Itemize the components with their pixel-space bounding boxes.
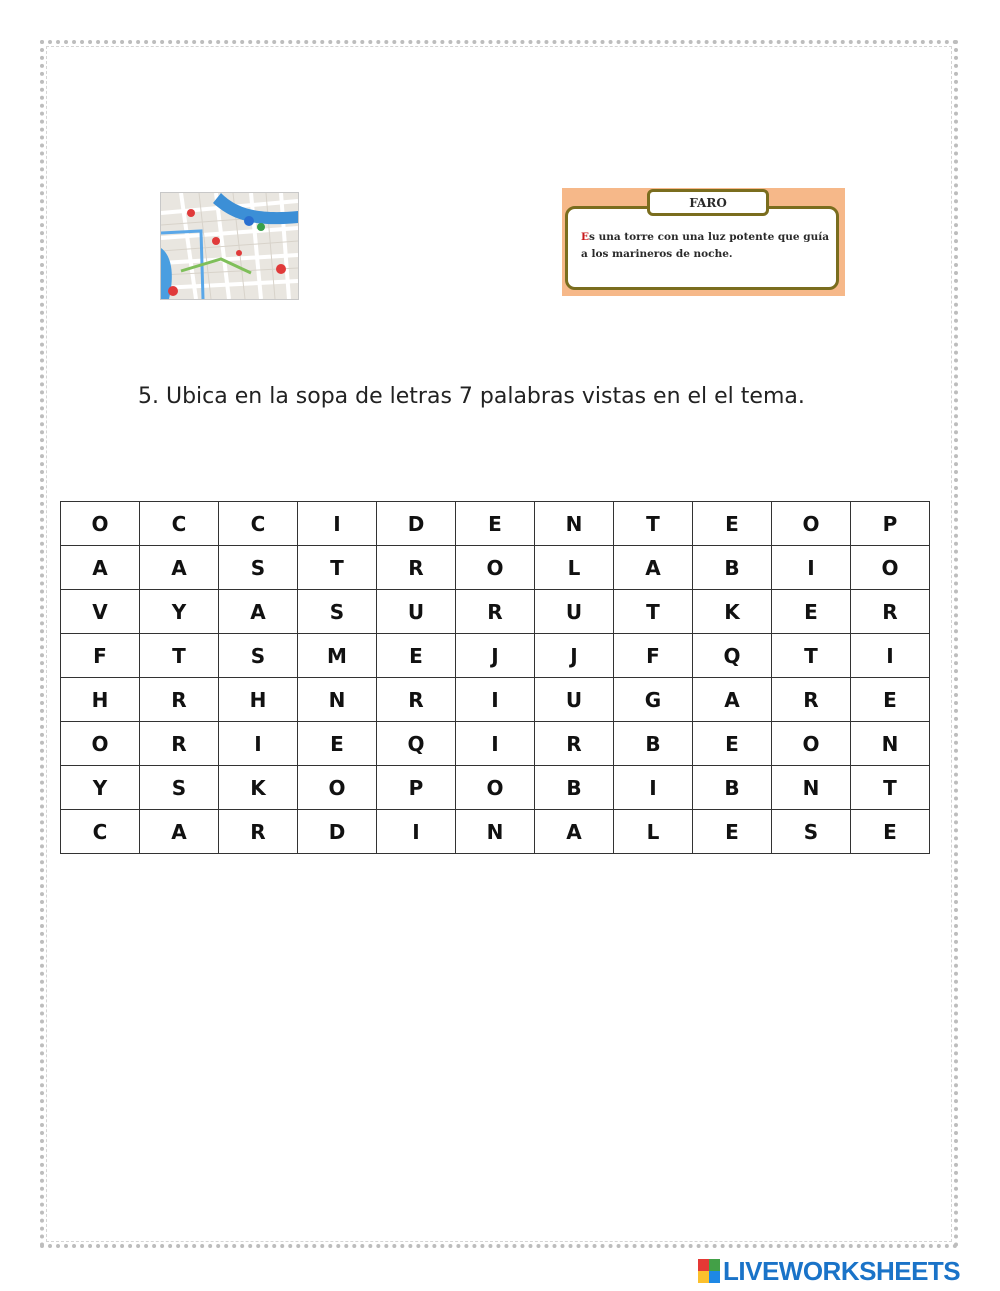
grid-cell[interactable]: M — [298, 634, 377, 678]
grid-cell[interactable]: O — [298, 766, 377, 810]
grid-cell[interactable]: H — [61, 678, 140, 722]
grid-cell[interactable]: U — [535, 678, 614, 722]
grid-row — [61, 766, 930, 810]
grid-cell[interactable]: C — [61, 810, 140, 854]
grid-cell[interactable]: R — [456, 590, 535, 634]
grid-cell[interactable]: A — [61, 546, 140, 590]
word-search-grid — [60, 501, 930, 854]
grid-cell[interactable]: T — [772, 634, 851, 678]
grid-cell[interactable]: N — [456, 810, 535, 854]
grid-cell[interactable]: R — [377, 678, 456, 722]
grid-row — [61, 722, 930, 766]
grid-cell[interactable]: O — [456, 766, 535, 810]
liveworksheets-logo — [698, 1255, 960, 1287]
grid-cell[interactable]: B — [693, 546, 772, 590]
grid-cell[interactable]: B — [614, 722, 693, 766]
faro-definition-first-letter: E — [581, 231, 590, 243]
grid-cell[interactable]: Y — [61, 766, 140, 810]
grid-cell[interactable]: C — [140, 502, 219, 546]
grid-cell[interactable]: A — [614, 546, 693, 590]
grid-cell[interactable]: R — [851, 590, 930, 634]
grid-cell[interactable]: H — [219, 678, 298, 722]
map-illustration — [161, 193, 298, 299]
grid-cell[interactable]: O — [61, 502, 140, 546]
logo-text: LIVEWORKSHEETS — [723, 1255, 961, 1286]
logo-badge-icon — [698, 1259, 720, 1283]
grid-cell[interactable]: T — [851, 766, 930, 810]
grid-cell[interactable]: S — [140, 766, 219, 810]
grid-cell[interactable]: O — [851, 546, 930, 590]
faro-definition-rest: s una torre con una luz potente que guía a los marineros de noche. — [581, 231, 829, 260]
grid-cell[interactable]: A — [535, 810, 614, 854]
grid-cell[interactable]: O — [61, 722, 140, 766]
grid-row — [61, 590, 930, 634]
grid-row — [61, 502, 930, 546]
grid-cell[interactable]: D — [377, 502, 456, 546]
grid-cell[interactable]: O — [456, 546, 535, 590]
grid-cell[interactable]: E — [851, 678, 930, 722]
grid-cell[interactable]: T — [140, 634, 219, 678]
grid-cell[interactable]: E — [693, 722, 772, 766]
grid-cell[interactable]: K — [693, 590, 772, 634]
grid-cell[interactable]: I — [614, 766, 693, 810]
grid-cell[interactable]: A — [219, 590, 298, 634]
grid-cell[interactable]: E — [693, 502, 772, 546]
grid-cell[interactable]: P — [851, 502, 930, 546]
grid-cell[interactable]: R — [219, 810, 298, 854]
grid-cell[interactable]: A — [140, 810, 219, 854]
grid-cell[interactable]: I — [298, 502, 377, 546]
grid-cell[interactable]: N — [772, 766, 851, 810]
grid-cell[interactable]: E — [298, 722, 377, 766]
grid-cell[interactable]: V — [61, 590, 140, 634]
grid-cell[interactable]: G — [614, 678, 693, 722]
faro-definition-card — [562, 188, 845, 296]
grid-cell[interactable]: I — [851, 634, 930, 678]
grid-cell[interactable]: O — [772, 502, 851, 546]
faro-definition-box — [565, 206, 839, 290]
grid-cell[interactable]: A — [693, 678, 772, 722]
grid-cell[interactable]: S — [219, 634, 298, 678]
grid-cell[interactable]: F — [61, 634, 140, 678]
grid-cell[interactable]: R — [377, 546, 456, 590]
grid-cell[interactable]: S — [219, 546, 298, 590]
question-text: 5. Ubica en la sopa de letras 7 palabras vistas en el el tema. — [138, 384, 805, 409]
grid-cell[interactable]: N — [851, 722, 930, 766]
grid-cell[interactable]: T — [614, 502, 693, 546]
grid-cell[interactable]: F — [614, 634, 693, 678]
grid-cell[interactable]: S — [298, 590, 377, 634]
grid-row — [61, 634, 930, 678]
grid-cell[interactable]: I — [456, 722, 535, 766]
grid-cell[interactable]: U — [377, 590, 456, 634]
grid-cell[interactable]: D — [298, 810, 377, 854]
grid-cell[interactable]: K — [219, 766, 298, 810]
faro-title: FARO — [647, 189, 769, 216]
grid-cell[interactable]: E — [772, 590, 851, 634]
grid-cell[interactable]: R — [140, 722, 219, 766]
grid-cell[interactable]: E — [693, 810, 772, 854]
grid-cell[interactable]: R — [140, 678, 219, 722]
grid-cell[interactable]: R — [772, 678, 851, 722]
grid-cell[interactable]: J — [456, 634, 535, 678]
grid-cell[interactable]: E — [456, 502, 535, 546]
grid-cell[interactable]: Q — [693, 634, 772, 678]
grid-cell[interactable]: A — [140, 546, 219, 590]
grid-cell[interactable]: I — [377, 810, 456, 854]
faro-definition-text — [581, 229, 833, 263]
grid-cell[interactable]: L — [614, 810, 693, 854]
grid-cell[interactable]: B — [535, 766, 614, 810]
grid-cell[interactable]: I — [456, 678, 535, 722]
grid-row — [61, 810, 930, 854]
grid-cell[interactable]: E — [851, 810, 930, 854]
grid-cell[interactable]: I — [772, 546, 851, 590]
grid-cell[interactable]: T — [614, 590, 693, 634]
grid-cell[interactable]: J — [535, 634, 614, 678]
grid-cell[interactable]: T — [298, 546, 377, 590]
map-image — [160, 192, 299, 300]
grid-cell[interactable]: C — [219, 502, 298, 546]
grid-cell[interactable]: N — [535, 502, 614, 546]
grid-row — [61, 546, 930, 590]
grid-cell[interactable]: P — [377, 766, 456, 810]
grid-cell[interactable]: Y — [140, 590, 219, 634]
grid-cell[interactable]: Q — [377, 722, 456, 766]
grid-cell[interactable]: N — [298, 678, 377, 722]
grid-cell[interactable]: E — [377, 634, 456, 678]
grid-cell[interactable]: O — [772, 722, 851, 766]
grid-cell[interactable]: L — [535, 546, 614, 590]
grid-cell[interactable]: I — [219, 722, 298, 766]
grid-cell[interactable]: R — [535, 722, 614, 766]
grid-cell[interactable]: S — [772, 810, 851, 854]
grid-row — [61, 678, 930, 722]
grid-cell[interactable]: U — [535, 590, 614, 634]
grid-cell[interactable]: B — [693, 766, 772, 810]
